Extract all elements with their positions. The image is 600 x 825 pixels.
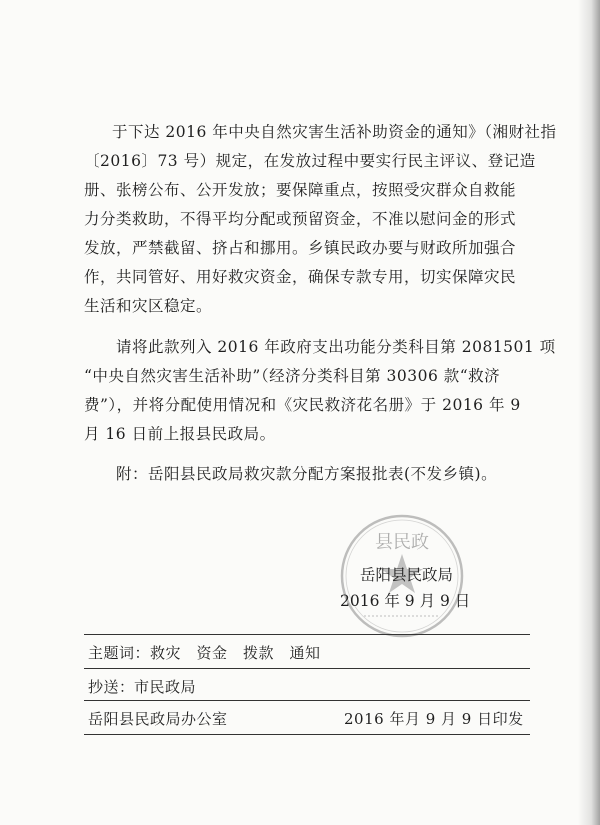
body-line-1: 于下达 2016 年中央自然灾害生活补助资金的通知》（湘财社指: [112, 123, 557, 141]
subject-words: 救灾 资金 拨款 通知: [150, 644, 321, 662]
scan-edge-shadow: [578, 0, 600, 825]
body-line-2: 〔2016〕73 号）规定，在发放过程中要实行民主评议、登记造: [84, 152, 536, 170]
body-line-6: 作，共同管好、用好救灾资金，确保专款专用，切实保障灾民: [84, 268, 517, 286]
attachment-line: 附：岳阳县民政局救灾款分配方案报批表(不发乡镇)。: [116, 465, 498, 483]
body-line-5: 发放，严禁截留、挤占和挪用。乡镇民政办要与财政所加强合: [84, 239, 517, 257]
cc-value: 市民政局: [134, 678, 197, 696]
subject-label: 主题词：: [88, 644, 151, 662]
issuer-name: 岳阳县民政局办公室: [88, 710, 228, 728]
footer-rule-bottom: [84, 734, 530, 735]
para2-line-2: “中央自然灾害生活补助”（经济分类科目第 30306 款“救济: [84, 367, 501, 385]
para2-line-3: 费”），并将分配使用情况和《灾民救济花名册》于 2016 年 9: [84, 396, 521, 414]
body-line-7: 生活和灾区稳定。: [84, 297, 213, 315]
seal-text: 县民政: [375, 532, 429, 553]
footer-rule-mid-1: [84, 668, 530, 669]
signature-org: 岳阳县民政局: [360, 566, 454, 584]
issue-date: 2016 年月 9 月 9 日印发: [344, 710, 524, 728]
para2-line-4: 月 16 日前上报县民政局。: [84, 425, 276, 443]
para2-line-1: 请将此款列入 2016 年政府支出功能分类科目第 2081501 项: [116, 338, 556, 356]
body-line-4: 力分类救助，不得平均分配或预留资金，不准以慰问金的形式: [84, 210, 517, 228]
signature-date: 2016 年 9 月 9 日: [340, 592, 471, 610]
footer-rule-top: [84, 634, 530, 635]
body-line-3: 册、张榜公布、公开发放；要保障重点，按照受灾群众自救能: [84, 181, 517, 199]
footer-rule-mid-2: [84, 700, 530, 701]
cc-label: 抄送：: [88, 678, 135, 696]
